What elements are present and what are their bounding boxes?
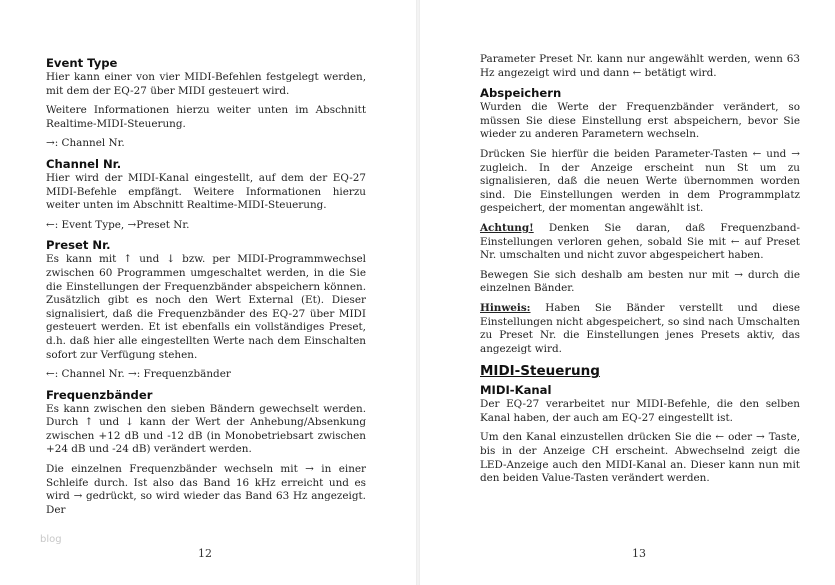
midi-steuerung-heading: MIDI-Steuerung: [480, 363, 600, 380]
achtung-text: Denken Sie daran, daß Frequenzband-Einstellungen verloren gehen, sobald Sie mit ← auf Preset Nr. umschalten und nicht zuvor abgespeichert haben.: [480, 221, 800, 262]
hinweis-text: Haben Sie Bänder verstellt und diese Einstellungen nicht abgespeichert, so sind nach Umschalten zu Preset Nr. die Einstellungen jenes Presets aktiv, das angezeigt wird.: [480, 301, 800, 355]
midi-kanal-heading: MIDI-Kanal: [480, 383, 552, 398]
bewegen-text: Bewegen Sie sich deshalb am besten nur mit → durch die einzelnen Bänder.: [480, 268, 800, 295]
event-type-heading: Event Type: [46, 56, 118, 70]
channel-nr-navigation: ←: Event Type, →Preset Nr.: [46, 218, 190, 231]
preset-nr-heading: Preset Nr.: [46, 238, 111, 253]
hinweis-note: [480, 302, 800, 356]
page-number-left: 12: [198, 547, 212, 560]
frequenzbaender-loop-text: Die einzelnen Frequenzbänder wechseln mit → in einer Schleife durch. Ist also das Band 16 kHz erreicht und es wird → gedrückt, so wird wieder das Band 63 Hz angezeigt. Der: [46, 463, 366, 516]
abspeichern-heading: Abspeichern: [480, 86, 562, 101]
event-type-reference: Weitere Informationen hierzu weiter unten im Abschnitt Realtime-MIDI-Steuerung.: [46, 104, 366, 130]
frequenzbaender-text: Es kann zwischen den sieben Bändern gewechselt werden. Durch ↑ und ↓ kann der Wert der Anhebung/Absenkung zwischen +12 dB und -12 dB (in Monobetriebsart zwischen +24 dB und -24 dB) verändert werden.: [46, 402, 366, 456]
achtung-label: Achtung!: [480, 221, 534, 234]
abspeichern-text: Wurden die Werte der Frequenzbänder verändert, so müssen Sie diese Einstellung erst abspeichern, bevor Sie wieder zu anderen Parametern wechseln.: [480, 101, 800, 141]
midi-kanal-instructions: Um den Kanal einzustellen drücken Sie die ← oder → Taste, bis in der Anzeige CH erscheint. Abwechselnd zeigt die LED-Anzeige auch den MIDI-Kanal an. Dieser kann nun mit den beiden Value-Tasten verändert werden.: [480, 431, 800, 485]
right-page: [418, 0, 835, 585]
preset-nr-text: Es kann mit ↑ und ↓ bzw. per MIDI-Programmwechsel zwischen 60 Programmen umgeschaltet werden, in die Sie die Einstellungen der Frequenzbänder abspeichern können. Zusätzlich gibt es noch den Wert External (Et). Dieser signalisiert, daß die Frequenzbänder des EQ-27 über MIDI gesteuert werden. Et ist ebenfalls ein vollständiges Preset, d.h. daß hier alle eingestellten Werte nach dem Einschalten sofort zur Verfügung stehen.: [46, 253, 366, 361]
achtung-note: [480, 222, 800, 263]
event-type-text: Hier kann einer von vier MIDI-Befehlen festgelegt werden, mit dem der EQ-27 über MIDI gesteuert wird.: [46, 71, 366, 97]
channel-nr-text: Hier wird der MIDI-Kanal eingestellt, auf dem der EQ-27 MIDI-Befehle empfängt. Weitere Informationen hierzu weiter unten im Abschnitt Realtime-MIDI-Steuerung.: [46, 171, 366, 212]
event-type-navigation: →: Channel Nr.: [46, 137, 125, 150]
preset-continuation-text: Parameter Preset Nr. kann nur angewählt werden, wenn 63 Hz angezeigt wird und dann ← betätigt wird.: [480, 53, 800, 79]
preset-nr-navigation: ←: Channel Nr. →: Frequenzbänder: [46, 368, 231, 381]
frequenzbaender-heading: Frequenzbänder: [46, 387, 153, 402]
abspeichern-instructions: Drücken Sie hierfür die beiden Parameter-Tasten ← und → zugleich. In der Anzeige erscheint nun St um zu signalisieren, daß die neuen Werte übernommen worden sind. Die Einstellungen werden in dem Programmplatz gespeichert, der momentan angewählt ist.: [480, 147, 800, 215]
page-number-right: 13: [632, 547, 646, 560]
midi-kanal-text: Der EQ-27 verarbeitet nur MIDI-Befehle, die den selben Kanal haben, der auch am EQ-27 eingestellt ist.: [480, 398, 800, 424]
channel-nr-heading: Channel Nr.: [46, 156, 122, 171]
right-column: [480, 53, 800, 492]
watermark: blog: [40, 534, 62, 545]
left-column: [46, 56, 366, 523]
hinweis-label: Hinweis:: [480, 301, 531, 314]
